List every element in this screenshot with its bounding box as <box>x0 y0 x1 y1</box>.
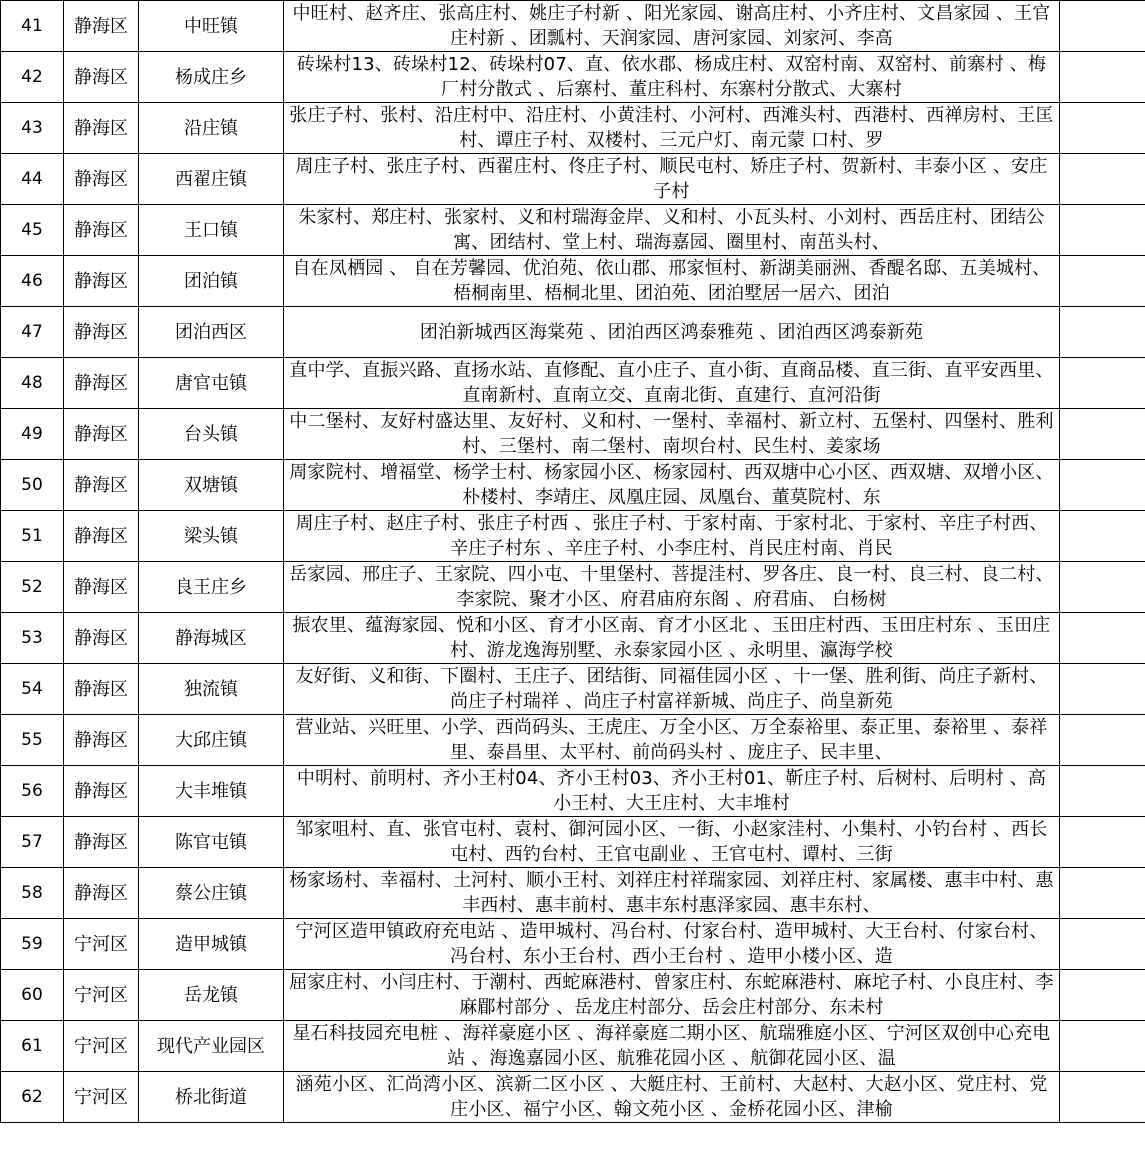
row-number-cell: 58 <box>1 868 64 919</box>
row-number-cell: 43 <box>1 103 64 154</box>
communities-cell: 直中学、直振兴路、直扬水站、直修配、直小庄子、直小街、直商品楼、直三街、直平安西里、直南新村、直南立交、直南北街、直建行、直河沿街 <box>284 358 1060 409</box>
district-cell: 静海区 <box>64 409 139 460</box>
town-cell: 良王庄乡 <box>139 562 284 613</box>
row-number-cell: 42 <box>1 52 64 103</box>
communities-cell: 屈家庄村、小闫庄村、于潮村、西蛇麻港村、曾家庄村、东蛇麻港村、麻坨子村、小良庄村、李麻郿村部分 、岳龙庄村部分、岳会庄村部分、东未村 <box>284 970 1060 1021</box>
table-row <box>1 358 1145 409</box>
town-cell: 造甲城镇 <box>139 919 284 970</box>
row-number-cell: 50 <box>1 460 64 511</box>
row-number-cell: 59 <box>1 919 64 970</box>
blank-cell <box>1060 715 1145 766</box>
table-row <box>1 664 1145 715</box>
blank-cell <box>1060 358 1145 409</box>
row-number-cell: 51 <box>1 511 64 562</box>
town-cell: 中旺镇 <box>139 1 284 52</box>
blank-cell <box>1060 1072 1145 1123</box>
district-cell: 静海区 <box>64 511 139 562</box>
district-cell: 静海区 <box>64 460 139 511</box>
station-table-body <box>1 1 1145 1123</box>
table-row <box>1 307 1145 358</box>
row-number-cell: 47 <box>1 307 64 358</box>
blank-cell <box>1060 256 1145 307</box>
table-row <box>1 52 1145 103</box>
district-cell: 静海区 <box>64 103 139 154</box>
table-row <box>1 970 1145 1021</box>
table-row <box>1 1021 1145 1072</box>
communities-cell: 自在凤栖园 、 自在芳馨园、优泊苑、依山郡、邢家恒村、新湖美丽洲、香醍名邸、五美城村、梧桐南里、梧桐北里、团泊苑、团泊墅居一居六、团泊 <box>284 256 1060 307</box>
blank-cell <box>1060 409 1145 460</box>
town-cell: 团泊镇 <box>139 256 284 307</box>
row-number-cell: 49 <box>1 409 64 460</box>
blank-cell <box>1060 103 1145 154</box>
district-cell: 静海区 <box>64 52 139 103</box>
row-number-cell: 52 <box>1 562 64 613</box>
district-cell: 静海区 <box>64 562 139 613</box>
table-row <box>1 919 1145 970</box>
blank-cell <box>1060 970 1145 1021</box>
communities-cell: 振农里、蕴海家园、悦和小区、育才小区南、育才小区北 、玉田庄村西、玉田庄村东 、玉田庄村、游龙逸海别墅、永泰家园小区 、永明里、瀛海学校 <box>284 613 1060 664</box>
row-number-cell: 48 <box>1 358 64 409</box>
communities-cell: 岳家园、邢庄子、王家院、四小屯、十里堡村、菩提洼村、罗各庄、良一村、良三村、良二村、李家院、聚才小区、府君庙府东阁 、府君庙、 白杨树 <box>284 562 1060 613</box>
blank-cell <box>1060 1021 1145 1072</box>
blank-cell <box>1060 1 1145 52</box>
district-cell: 宁河区 <box>64 1021 139 1072</box>
town-cell: 双塘镇 <box>139 460 284 511</box>
blank-cell <box>1060 562 1145 613</box>
town-cell: 台头镇 <box>139 409 284 460</box>
table-row <box>1 154 1145 205</box>
communities-cell: 营业站、兴旺里、小学、西尚码头、王虎庄、万全小区、万全泰裕里、泰正里、泰裕里 、泰祥里、泰昌里、太平村、前尚码头村 、庞庄子、民丰里、 <box>284 715 1060 766</box>
district-cell: 静海区 <box>64 1 139 52</box>
blank-cell <box>1060 511 1145 562</box>
district-cell: 静海区 <box>64 613 139 664</box>
communities-cell: 周庄子村、张庄子村、西翟庄村、佟庄子村、顺民屯村、矫庄子村、贺新村、丰泰小区 、安庄子村 <box>284 154 1060 205</box>
row-number-cell: 61 <box>1 1021 64 1072</box>
district-cell: 静海区 <box>64 766 139 817</box>
row-number-cell: 41 <box>1 1 64 52</box>
table-row <box>1 868 1145 919</box>
district-cell: 静海区 <box>64 307 139 358</box>
town-cell: 杨成庄乡 <box>139 52 284 103</box>
row-number-cell: 55 <box>1 715 64 766</box>
table-row <box>1 256 1145 307</box>
communities-cell: 团泊新城西区海棠苑 、团泊西区鸿泰雅苑 、团泊西区鸿泰新苑 <box>284 307 1060 358</box>
communities-cell: 涵苑小区、汇尚湾小区、滨新二区小区 、大艇庄村、王前村、大赵村、大赵小区、党庄村、党庄小区、福宁小区、翰文苑小区 、金桥花园小区、津榆 <box>284 1072 1060 1123</box>
district-cell: 静海区 <box>64 256 139 307</box>
communities-cell: 中旺村、赵齐庄、张高庄村、姚庄子村新 、阳光家园、谢高庄村、小齐庄村、文昌家园 、王官庄村新 、团瓢村、天润家园、唐河家园、刘家河、李高 <box>284 1 1060 52</box>
district-cell: 宁河区 <box>64 919 139 970</box>
town-cell: 陈官屯镇 <box>139 817 284 868</box>
table-row <box>1 1 1145 52</box>
communities-cell: 砖垛村13、砖垛村12、砖垛村07、直、依水郡、杨成庄村、双窑村南、双窑村、前寨村 、梅厂村分散式 、后寨村、董庄科村、东寨村分散式、大寨村 <box>284 52 1060 103</box>
town-cell: 大邱庄镇 <box>139 715 284 766</box>
communities-cell: 周庄子村、赵庄子村、张庄子村西 、张庄子村、于家村南、于家村北、于家村、辛庄子村西、辛庄子村东 、辛庄子村、小李庄村、肖民庄村南、肖民 <box>284 511 1060 562</box>
blank-cell <box>1060 664 1145 715</box>
blank-cell <box>1060 613 1145 664</box>
communities-cell: 中明村、前明村、齐小王村04、齐小王村03、齐小王村01、靳庄子村、后树村、后明村 、高小王村、大王庄村、大丰堆村 <box>284 766 1060 817</box>
table-row <box>1 103 1145 154</box>
town-cell: 桥北街道 <box>139 1072 284 1123</box>
communities-cell: 宁河区造甲镇政府充电站 、造甲城村、冯台村、付家台村、造甲城村、大王台村、付家台村、冯台村、东小王台村、西小王台村 、造甲小楼小区、造 <box>284 919 1060 970</box>
communities-cell: 张庄子村、张村、沿庄村中、沿庄村、小黄洼村、小河村、西滩头村、西港村、西禅房村、王匡村、谭庄子村、双楼村、三元户灯、南元蒙 口村、罗 <box>284 103 1060 154</box>
district-cell: 静海区 <box>64 715 139 766</box>
communities-cell: 邹家咀村、直、张官屯村、袁村、御河园小区、一街、小赵家洼村、小集村、小钓台村 、西长屯村、西钓台村、王官屯副业 、王官屯村、谭村、三街 <box>284 817 1060 868</box>
district-cell: 静海区 <box>64 868 139 919</box>
table-row <box>1 460 1145 511</box>
blank-cell <box>1060 766 1145 817</box>
town-cell: 静海城区 <box>139 613 284 664</box>
row-number-cell: 60 <box>1 970 64 1021</box>
blank-cell <box>1060 205 1145 256</box>
town-cell: 唐官屯镇 <box>139 358 284 409</box>
district-cell: 静海区 <box>64 664 139 715</box>
table-row <box>1 562 1145 613</box>
blank-cell <box>1060 307 1145 358</box>
row-number-cell: 54 <box>1 664 64 715</box>
row-number-cell: 57 <box>1 817 64 868</box>
table-row <box>1 205 1145 256</box>
town-cell: 大丰堆镇 <box>139 766 284 817</box>
blank-cell <box>1060 460 1145 511</box>
district-cell: 宁河区 <box>64 970 139 1021</box>
row-number-cell: 46 <box>1 256 64 307</box>
blank-cell <box>1060 154 1145 205</box>
row-number-cell: 44 <box>1 154 64 205</box>
table-row <box>1 409 1145 460</box>
town-cell: 梁头镇 <box>139 511 284 562</box>
blank-cell <box>1060 52 1145 103</box>
table-row <box>1 1072 1145 1123</box>
communities-cell: 周家院村、增福堂、杨学士村、杨家园小区、杨家园村、西双塘中心小区、西双塘、双增小区、朴楼村、李靖庄、凤凰庄园、凤凰台、董莫院村、东 <box>284 460 1060 511</box>
table-row <box>1 766 1145 817</box>
town-cell: 团泊西区 <box>139 307 284 358</box>
table-row <box>1 817 1145 868</box>
blank-cell <box>1060 919 1145 970</box>
communities-cell: 星石科技园充电桩 、海祥豪庭小区 、海祥豪庭二期小区、航瑞雅庭小区、宁河区双创中心充电站 、海逸嘉园小区、航雅花园小区 、航御花园小区、温 <box>284 1021 1060 1072</box>
row-number-cell: 45 <box>1 205 64 256</box>
communities-cell: 杨家场村、幸福村、土河村、顺小王村、刘祥庄村祥瑞家园、刘祥庄村、家属楼、惠丰中村、惠丰西村、惠丰前村、惠丰东村惠泽家园、惠丰东村、 <box>284 868 1060 919</box>
communities-cell: 中二堡村、友好村盛达里、友好村、义和村、一堡村、幸福村、新立村、五堡村、四堡村、胜利村、三堡村、南二堡村、南坝台村、民生村、姜家场 <box>284 409 1060 460</box>
town-cell: 独流镇 <box>139 664 284 715</box>
row-number-cell: 62 <box>1 1072 64 1123</box>
blank-cell <box>1060 817 1145 868</box>
district-cell: 静海区 <box>64 154 139 205</box>
town-cell: 西翟庄镇 <box>139 154 284 205</box>
town-cell: 现代产业园区 <box>139 1021 284 1072</box>
town-cell: 蔡公庄镇 <box>139 868 284 919</box>
town-cell: 王口镇 <box>139 205 284 256</box>
row-number-cell: 56 <box>1 766 64 817</box>
table-row <box>1 715 1145 766</box>
district-cell: 静海区 <box>64 358 139 409</box>
district-cell: 静海区 <box>64 205 139 256</box>
blank-cell <box>1060 868 1145 919</box>
communities-cell: 朱家村、郑庄村、张家村、义和村瑞海金岸、义和村、小瓦头村、小刘村、西岳庄村、团结公寓、团结村、堂上村、瑞海嘉园、圈里村、南茁头村、 <box>284 205 1060 256</box>
town-cell: 沿庄镇 <box>139 103 284 154</box>
town-cell: 岳龙镇 <box>139 970 284 1021</box>
district-cell: 静海区 <box>64 817 139 868</box>
table-row <box>1 613 1145 664</box>
table-row <box>1 511 1145 562</box>
row-number-cell: 53 <box>1 613 64 664</box>
communities-cell: 友好街、义和街、下圈村、王庄子、团结街、同福佳园小区 、十一堡、胜利街、尚庄子新村、尚庄子村瑞祥 、尚庄子村富祥新城、尚庄子、尚皇新苑 <box>284 664 1060 715</box>
district-cell: 宁河区 <box>64 1072 139 1123</box>
